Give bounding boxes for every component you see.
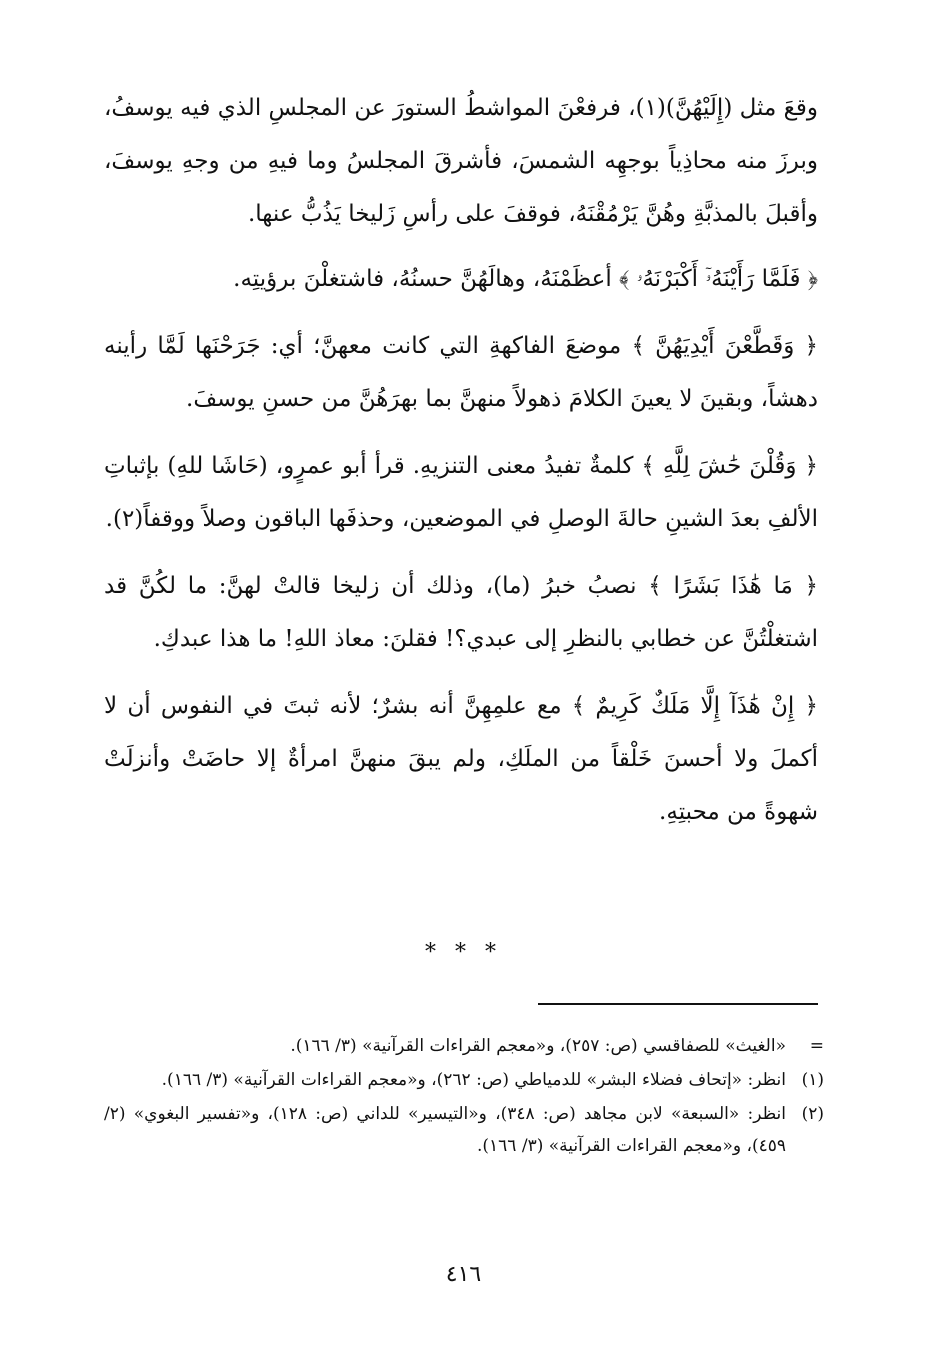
footnote-continuation [104,1030,824,1062]
paragraph-4: ﴿ وَقُلْنَ حَٰشَ لِلَّهِ ﴾ كلمةٌ تفيدُ معنى التنزيهِ. قرأ أبو عمرٍو، (حَاشَا للهِ) بإثباتِ الألفِ بعدَ الشينِ حالةَ الوصلِ في الموضعين، وحذفَها الباقون وصلاً ووقفاً(٢). [104,453,818,532]
footnote-2-text: انظر: «السبعة» لابن مجاهد (ص: ٣٤٨)، و«التيسير» للداني (ص: ١٢٨)، و«تفسير البغوي» (٢/ ٤٥٩)، و«معجم القراءات القرآنية» (٣/ ١٦٦). [104,1104,786,1156]
footnote-1-text: انظر: «إتحاف فضلاء البشر» للدمياطي (ص: ٢٦٢)، و«معجم القراءات القرآنية» (٣/ ١٦٦). [161,1070,786,1090]
footnotes [104,1030,824,1164]
paragraph-2: ﴿ فَلَمَّا رَأَيْنَهُۥٓ أَكْبَرْنَهُۥ ﴾ أعظَمْنَهُ، وهالَهُنَّ حسنُهُ، فاشتغلْنَ برؤيتِه. [233,266,818,292]
paragraph-6: ﴿ إِنْ هَٰذَآ إِلَّا مَلَكٌ كَرِيمٌ ﴾ مع علمِهِنَّ أنه بشرٌ؛ لأنه ثبتَ في النفوس أن لا أكملَ ولا أحسنَ خَلْقاً من الملَكِ، ولم يبقَ منهنَّ امرأةٌ إلا حاضَتْ وأنزلَتْ شهوةً من محبتِهِ. [104,693,818,825]
paragraph-3: ﴿ وَقَطَّعْنَ أَيْدِيَهُنَّ ﴾ موضعَ الفاكهةِ التي كانت معهنَّ؛ أي: جَرَحْنَها لَمَّا رأينه دهشاً، وبقينَ لا يعينَ الكلامَ ذهولاً منهنَّ بما بهرَهُنَّ من حسنِ يوسفَ. [104,333,818,412]
footnote-2 [104,1098,824,1162]
footnote-2-number: (٢) [801,1104,824,1124]
footnote-continuation-text: «الغيث» للصفاقسي (ص: ٢٥٧)، و«معجم القراءات القرآنية» (٣/ ١٦٦). [290,1036,786,1056]
paragraph-1: وقعَ مثل (إِلَيْهُنَّ)(١)، فرفعْنَ المواشطُ الستورَ عن المجلسِ الذي فيه يوسفُ، وبرزَ منه محاذِياً بوجهِه الشمسَ، فأشرقَ المجلسُ وما فيهِ من وجهِ يوسفَ، وأقبلَ بالمذبَّةِ وهُنَّ يَرْمُقْنَهُ، فوقفَ على رأسِ زَليخا يَذُبُّ عنها. [104,95,818,227]
page-number: ٤١٦ [445,1262,482,1287]
section-separator: * * * [425,940,502,965]
footnote-1 [104,1064,824,1096]
paragraph-5: ﴿ مَا هَٰذَا بَشَرًا ﴾ نصبُ خبرُ (ما)، وذلك أن زليخا قالتْ لهنَّ: ما لكُنَّ قد اشتغلْتُنَّ عن خطابي بالنظرِ إلى عبدي؟! فقلنَ: معاذ اللهِ! ما هذا عبدكِ. [104,573,818,652]
continuation-marker: = [809,1036,824,1056]
footnote-divider [538,1003,818,1005]
footnote-1-number: (١) [801,1070,824,1090]
main-text [104,82,818,853]
